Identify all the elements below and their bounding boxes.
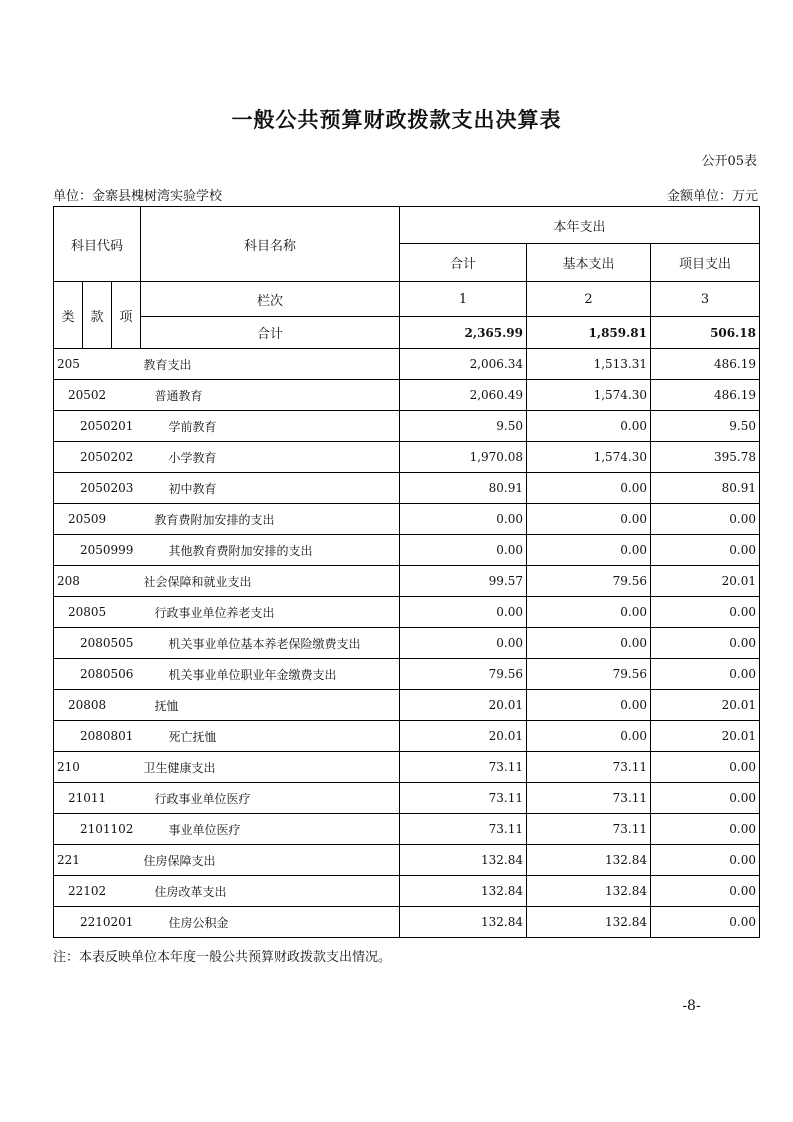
row-name: 小学教育 <box>141 442 400 473</box>
row-basic: 1,574.30 <box>527 442 651 473</box>
table-row <box>54 752 760 783</box>
row-project: 0.00 <box>651 814 760 845</box>
table-row <box>54 845 760 876</box>
row-name: 住房保障支出 <box>141 845 400 876</box>
reporting-unit: 单位：金寨县槐树湾实验学校 <box>53 189 223 204</box>
sum-label: 合计 <box>141 317 400 349</box>
header-name: 科目名称 <box>141 207 400 282</box>
footnote: 注：本表反映单位本年度一般公共预算财政拨款支出情况。 <box>53 950 392 965</box>
table-row <box>54 814 760 845</box>
row-code: 21011 <box>54 783 141 814</box>
row-total: 20.01 <box>400 690 527 721</box>
row-project: 0.00 <box>651 535 760 566</box>
header-project: 项目支出 <box>651 244 760 282</box>
row-code: 2210201 <box>54 907 141 938</box>
header-code: 科目代码 <box>54 207 141 282</box>
row-name: 机关事业单位基本养老保险缴费支出 <box>141 628 400 659</box>
row-total: 9.50 <box>400 411 527 442</box>
row-code: 2050999 <box>54 535 141 566</box>
row-basic: 73.11 <box>527 814 651 845</box>
col-index-3: 3 <box>651 282 760 317</box>
row-code: 2080801 <box>54 721 141 752</box>
page-number: -8- <box>682 998 701 1014</box>
row-code: 2050202 <box>54 442 141 473</box>
row-project: 0.00 <box>651 597 760 628</box>
row-basic: 0.00 <box>527 535 651 566</box>
table-row <box>54 907 760 938</box>
row-name: 行政事业单位医疗 <box>141 783 400 814</box>
row-project: 0.00 <box>651 504 760 535</box>
row-name: 普通教育 <box>141 380 400 411</box>
row-name: 初中教育 <box>141 473 400 504</box>
row-project: 395.78 <box>651 442 760 473</box>
header-total: 合计 <box>400 244 527 282</box>
row-project: 486.19 <box>651 349 760 380</box>
header-col-index: 栏次 <box>141 282 400 317</box>
table-row <box>54 380 760 411</box>
table-row <box>54 597 760 628</box>
row-basic: 132.84 <box>527 845 651 876</box>
row-project: 486.19 <box>651 380 760 411</box>
row-code: 2080505 <box>54 628 141 659</box>
table-row <box>54 659 760 690</box>
row-project: 20.01 <box>651 721 760 752</box>
row-code: 210 <box>54 752 141 783</box>
header-xiang: 项 <box>112 282 141 349</box>
row-name: 卫生健康支出 <box>141 752 400 783</box>
form-number: 公开05表 <box>701 154 757 169</box>
row-basic: 73.11 <box>527 783 651 814</box>
row-total: 0.00 <box>400 535 527 566</box>
row-name: 机关事业单位职业年金缴费支出 <box>141 659 400 690</box>
header-row-1 <box>54 207 760 244</box>
header-basic: 基本支出 <box>527 244 651 282</box>
row-total: 132.84 <box>400 876 527 907</box>
expense-table <box>53 206 760 938</box>
row-total: 132.84 <box>400 907 527 938</box>
header-kuan: 款 <box>83 282 112 349</box>
row-total: 73.11 <box>400 814 527 845</box>
row-code: 2050203 <box>54 473 141 504</box>
row-project: 20.01 <box>651 690 760 721</box>
row-basic: 0.00 <box>527 628 651 659</box>
table-row <box>54 442 760 473</box>
row-code: 2101102 <box>54 814 141 845</box>
row-basic: 0.00 <box>527 597 651 628</box>
row-total: 2,060.49 <box>400 380 527 411</box>
row-basic: 0.00 <box>527 504 651 535</box>
row-code: 20808 <box>54 690 141 721</box>
sum-total: 2,365.99 <box>400 317 527 349</box>
page-title: 一般公共预算财政拨款支出决算表 <box>231 107 562 132</box>
row-basic: 0.00 <box>527 721 651 752</box>
row-name: 其他教育费附加安排的支出 <box>141 535 400 566</box>
column-index-row <box>54 282 760 317</box>
sum-project: 506.18 <box>651 317 760 349</box>
table-row <box>54 473 760 504</box>
row-basic: 132.84 <box>527 907 651 938</box>
row-code: 20509 <box>54 504 141 535</box>
table-row <box>54 690 760 721</box>
header-year-expense: 本年支出 <box>400 207 760 244</box>
row-name: 社会保障和就业支出 <box>141 566 400 597</box>
row-total: 0.00 <box>400 504 527 535</box>
row-project: 0.00 <box>651 907 760 938</box>
row-basic: 79.56 <box>527 659 651 690</box>
row-basic: 73.11 <box>527 752 651 783</box>
row-basic: 1,574.30 <box>527 380 651 411</box>
col-index-2: 2 <box>527 282 651 317</box>
row-total: 132.84 <box>400 845 527 876</box>
row-total: 2,006.34 <box>400 349 527 380</box>
row-name: 抚恤 <box>141 690 400 721</box>
row-basic: 0.00 <box>527 690 651 721</box>
table-row <box>54 349 760 380</box>
table-row <box>54 628 760 659</box>
row-name: 教育费附加安排的支出 <box>141 504 400 535</box>
row-code: 2080506 <box>54 659 141 690</box>
row-code: 2050201 <box>54 411 141 442</box>
row-basic: 1,513.31 <box>527 349 651 380</box>
row-name: 事业单位医疗 <box>141 814 400 845</box>
row-total: 0.00 <box>400 597 527 628</box>
row-total: 0.00 <box>400 628 527 659</box>
row-total: 1,970.08 <box>400 442 527 473</box>
row-project: 20.01 <box>651 566 760 597</box>
row-project: 0.00 <box>651 752 760 783</box>
row-basic: 132.84 <box>527 876 651 907</box>
page-number-wrap <box>0 998 793 1014</box>
row-basic: 0.00 <box>527 411 651 442</box>
money-unit: 金额单位：万元 <box>666 189 758 204</box>
table-row <box>54 411 760 442</box>
row-basic: 79.56 <box>527 566 651 597</box>
table-row <box>54 876 760 907</box>
row-name: 住房公积金 <box>141 907 400 938</box>
row-basic: 0.00 <box>527 473 651 504</box>
row-name: 行政事业单位养老支出 <box>141 597 400 628</box>
row-name: 住房改革支出 <box>141 876 400 907</box>
row-code: 221 <box>54 845 141 876</box>
table-row <box>54 783 760 814</box>
table-row <box>54 721 760 752</box>
row-total: 20.01 <box>400 721 527 752</box>
table-row <box>54 566 760 597</box>
sum-basic: 1,859.81 <box>527 317 651 349</box>
table-row <box>54 535 760 566</box>
table-row <box>54 504 760 535</box>
col-index-1: 1 <box>400 282 527 317</box>
row-total: 73.11 <box>400 783 527 814</box>
row-project: 0.00 <box>651 659 760 690</box>
row-code: 208 <box>54 566 141 597</box>
row-total: 73.11 <box>400 752 527 783</box>
sum-row <box>54 317 760 349</box>
row-project: 0.00 <box>651 628 760 659</box>
header-lei: 类 <box>54 282 83 349</box>
row-project: 0.00 <box>651 783 760 814</box>
row-code: 20805 <box>54 597 141 628</box>
row-name: 死亡抚恤 <box>141 721 400 752</box>
row-name: 教育支出 <box>141 349 400 380</box>
row-code: 205 <box>54 349 141 380</box>
row-name: 学前教育 <box>141 411 400 442</box>
row-total: 99.57 <box>400 566 527 597</box>
row-project: 0.00 <box>651 876 760 907</box>
row-project: 80.91 <box>651 473 760 504</box>
row-total: 80.91 <box>400 473 527 504</box>
row-code: 20502 <box>54 380 141 411</box>
row-project: 9.50 <box>651 411 760 442</box>
row-code: 22102 <box>54 876 141 907</box>
row-total: 79.56 <box>400 659 527 690</box>
row-project: 0.00 <box>651 845 760 876</box>
